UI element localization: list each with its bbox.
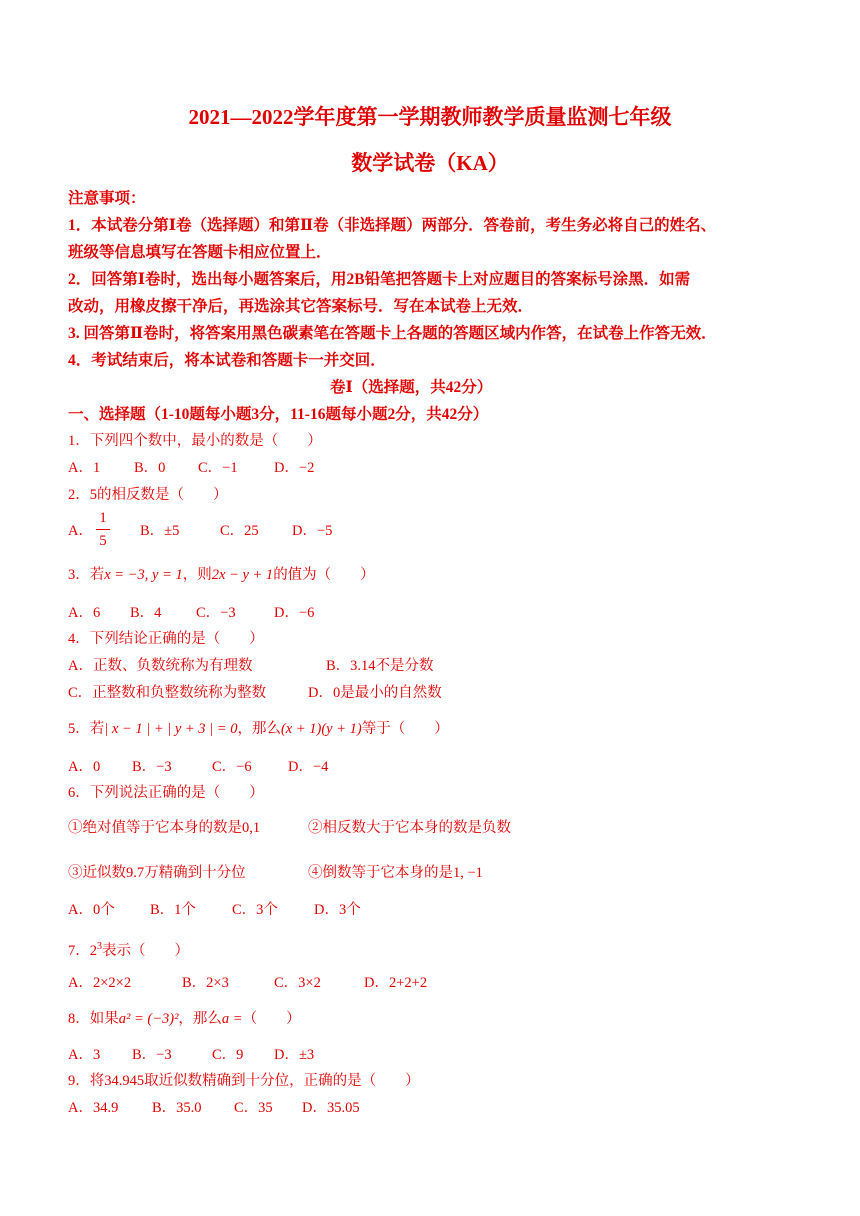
- notes-heading: 注意事项：: [68, 190, 146, 207]
- q7-option-a: A．2×2×2: [68, 975, 132, 991]
- q6-statement-1: ①绝对值等于它本身的数是0,1: [68, 820, 261, 836]
- q6-statement-3: ③近似数9.7万精确到十分位: [68, 865, 246, 881]
- q7-stem: [68, 937, 189, 961]
- q8-option-d: D．±3: [274, 1047, 315, 1063]
- q5-stem-mid: ，那么: [237, 721, 281, 737]
- q6-option-a: A．0个: [68, 902, 115, 918]
- q3-stem-mid: ，则: [182, 567, 212, 583]
- q5-stem: [68, 719, 449, 739]
- q2-fraction-numerator: 1: [99, 510, 107, 526]
- q8-stem: [68, 1009, 301, 1029]
- q7-option-c: C．3×2: [274, 975, 321, 991]
- note-line-1: 1．本试卷分第Ⅰ卷（选择题）和第Ⅱ卷（非选择题）两部分．答卷前，考生务必将自己的姓名、: [68, 217, 717, 234]
- q5-stem-math2: (x + 1)(y + 1): [280, 721, 362, 737]
- q6-option-d: D．3个: [314, 902, 361, 918]
- q6-statement-2: ②相反数大于它本身的数是负数: [308, 820, 511, 836]
- q7-power-base: 2: [89, 942, 97, 959]
- q3-stem-math: x = −3, y = 1: [104, 567, 183, 583]
- q5-option-c: C．−6: [212, 759, 252, 775]
- q8-stem-math2: a =: [221, 1011, 243, 1027]
- q4-option-b: B．3.14不是分数: [326, 658, 434, 674]
- q4-stem: 4．下列结论正确的是（ ）: [68, 631, 264, 647]
- q2-option-c: C．25: [220, 523, 259, 539]
- q4-option-c: C．正整数和负整数统称为整数: [68, 685, 267, 701]
- q1-option-a: A．1: [68, 460, 101, 476]
- q3-option-d: D．−6: [274, 605, 315, 621]
- q9-option-a: A．34.9: [68, 1100, 119, 1116]
- q3-stem: [68, 565, 375, 585]
- q6-stem: 6．下列说法正确的是（ ）: [68, 785, 264, 801]
- q9-stem: 9．将34.945取近似数精确到十分位，正确的是（ ）: [68, 1073, 420, 1089]
- q7-option-d: D．2+2+2: [364, 975, 428, 991]
- q9-option-b: B．35.0: [152, 1100, 202, 1116]
- q8-stem-mid: ，那么: [178, 1011, 222, 1027]
- note-line-4: 改动，用橡皮擦干净后，再选涂其它答案标号．写在本试卷上无效．: [68, 298, 534, 315]
- q6-option-b: B．1个: [150, 902, 196, 918]
- fraction-bar: [96, 529, 110, 530]
- q4-option-d: D．0是最小的自然数: [308, 685, 442, 701]
- q5-stem-post: 等于（ ）: [361, 721, 449, 737]
- part-title: 一、选择题（1-10题每小题3分，11-16题每小题2分，共42分）: [68, 406, 489, 423]
- q2-option-a: A．: [68, 523, 93, 539]
- q4-option-a: A．正数、负数统称为有理数: [68, 658, 253, 674]
- volume-title: 卷Ⅰ（选择题，共42分）: [330, 379, 493, 396]
- q5-option-a: A．0: [68, 759, 101, 775]
- q7-stem-post: 表示（ ）: [102, 942, 189, 959]
- q5-stem-math: | x − 1 | + | y + 3 | = 0: [104, 721, 238, 737]
- q3-stem-post: 的值为（ ）: [273, 567, 375, 583]
- exam-subtitle: 数学试卷（KA）: [351, 151, 509, 175]
- q3-stem-pre: 3．若: [68, 567, 105, 583]
- q6-statement-4: ④倒数等于它本身的是1, −1: [308, 865, 483, 881]
- note-line-5: 3. 回答第Ⅱ卷时，将答案用黑色碳素笔在答题卡上各题的答题区域内作答，在试卷上作答无效．: [68, 325, 717, 342]
- q1-option-c: C．−1: [198, 460, 238, 476]
- q5-stem-pre: 5．若: [68, 721, 105, 737]
- q2-fraction: [96, 508, 110, 551]
- q1-option-b: B．0: [134, 460, 166, 476]
- q2-fraction-denominator: 5: [99, 533, 107, 549]
- q8-option-b: B．−3: [132, 1047, 172, 1063]
- note-line-6: 4．考试结束后，将本试卷和答题卡一并交回．: [68, 352, 386, 369]
- q1-option-d: D．−2: [274, 460, 315, 476]
- q9-option-d: D．35.05: [302, 1100, 360, 1116]
- exam-title: 2021—2022学年度第一学期教师教学质量监测七年级: [188, 105, 672, 129]
- q9-option-c: C．35: [234, 1100, 273, 1116]
- q7-option-b: B．2×3: [182, 975, 229, 991]
- q3-option-a: A．6: [68, 605, 101, 621]
- q8-stem-pre: 8．如果: [68, 1011, 119, 1027]
- q8-stem-math: a² = (−3)²: [118, 1011, 179, 1027]
- note-line-2: 班级等信息填写在答题卡相应位置上．: [68, 244, 332, 261]
- q2-option-d: D．−5: [292, 523, 333, 539]
- note-line-3: 2．回答第Ⅰ卷时，选出每小题答案后，用2B铅笔把答题卡上对应题目的答案标号涂黑．如需: [68, 271, 691, 288]
- q8-stem-post: （ ）: [242, 1011, 301, 1027]
- q8-option-a: A．3: [68, 1047, 101, 1063]
- q6-option-c: C．3个: [232, 902, 278, 918]
- q7-power-exponent: 3: [97, 941, 102, 952]
- q3-option-b: B．4: [130, 605, 162, 621]
- q5-option-b: B．−3: [132, 759, 172, 775]
- q2-option-b: B．±5: [140, 523, 180, 539]
- q3-option-c: C．−3: [196, 605, 236, 621]
- q7-stem-pre: 7．: [68, 942, 90, 959]
- q3-stem-math2: 2x − y + 1: [211, 567, 274, 583]
- q5-option-d: D．−4: [288, 759, 329, 775]
- q1-stem: 1．下列四个数中，最小的数是（ ）: [68, 433, 322, 449]
- q2-stem: 2．5的相反数是（ ）: [68, 487, 228, 503]
- q8-option-c: C．9: [212, 1047, 244, 1063]
